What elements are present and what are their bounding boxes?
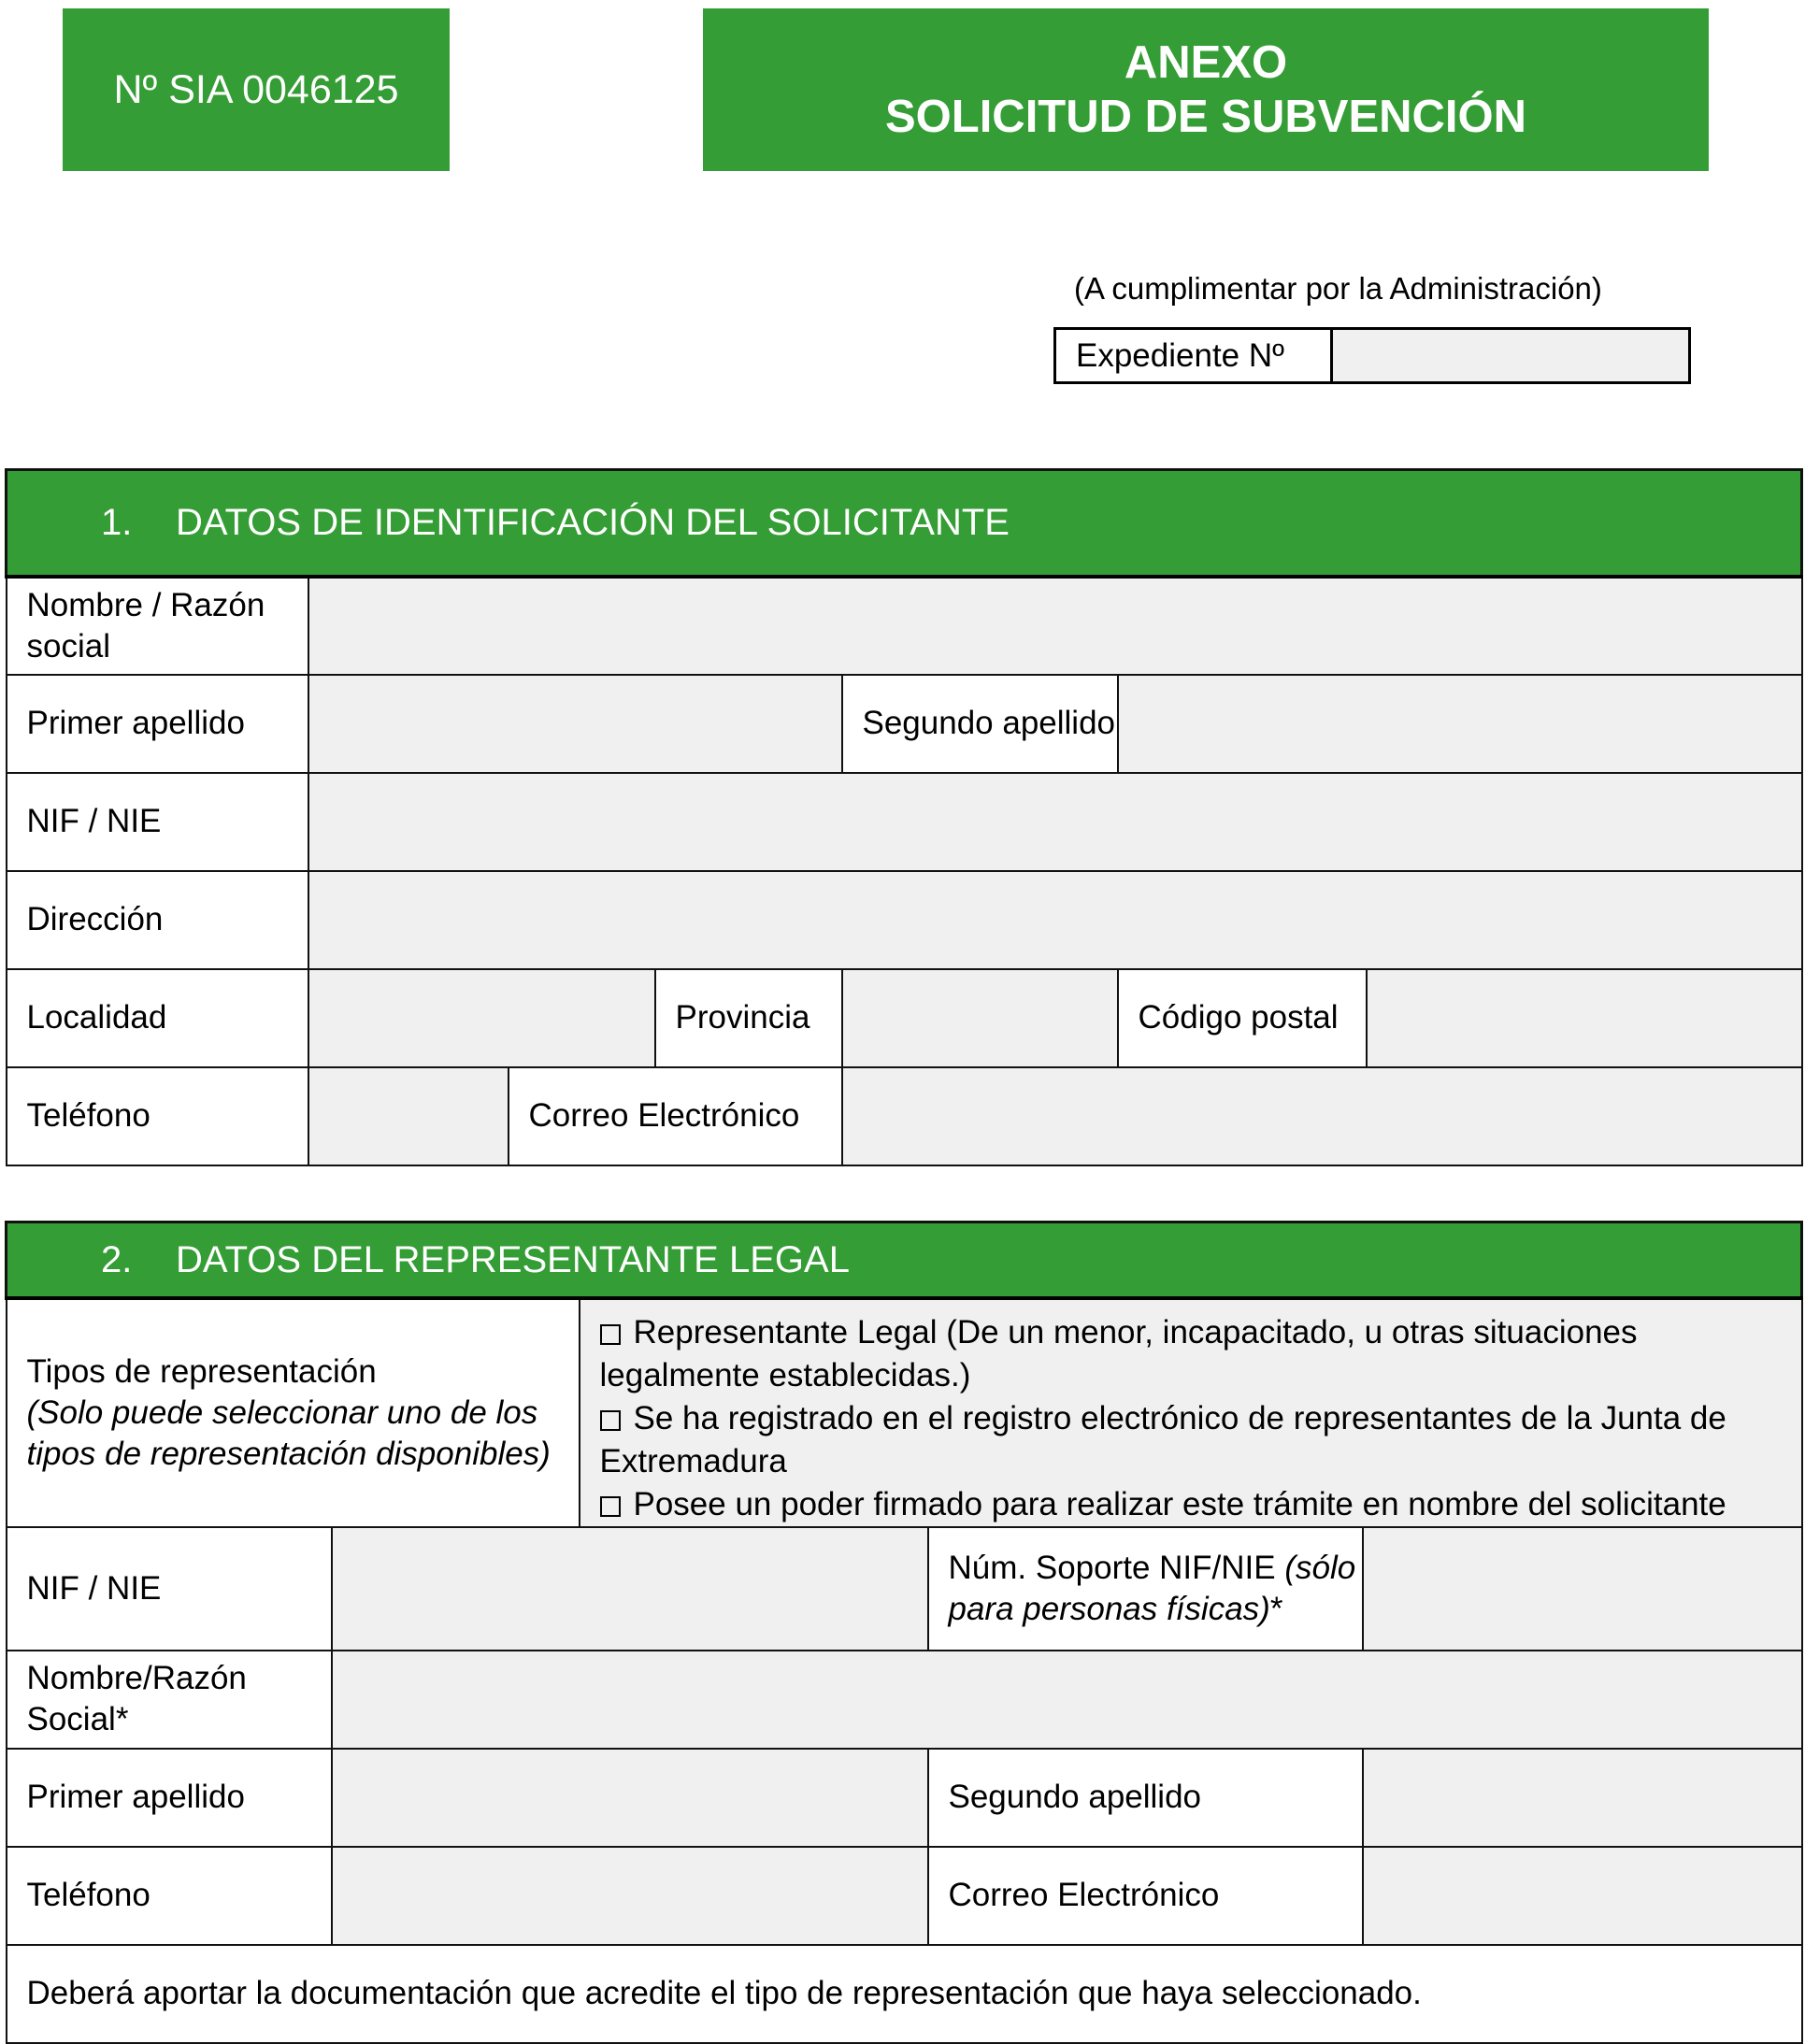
section-2-table — [5, 1221, 1803, 2044]
correo-label: Correo Electrónico — [509, 1067, 842, 1165]
telefono-input[interactable] — [308, 1067, 509, 1165]
rep-segundo-apellido-input[interactable] — [1363, 1749, 1802, 1847]
localidad-label: Localidad — [7, 969, 308, 1067]
sia-number-box — [63, 8, 450, 171]
segundo-apellido-input[interactable] — [1118, 675, 1802, 773]
representation-options — [580, 1298, 1802, 1527]
direccion-label: Dirección — [7, 871, 308, 969]
rep-segundo-apellido-label: Segundo apellido — [928, 1749, 1363, 1847]
sia-number: Nº SIA 0046125 — [113, 66, 399, 112]
tipos-representacion-label: Tipos de representación — [26, 1352, 377, 1390]
rep-correo-label: Correo Electrónico — [928, 1847, 1363, 1945]
primer-apellido-input[interactable] — [308, 675, 842, 773]
rep-nif-label: NIF / NIE — [7, 1527, 332, 1651]
option-label: Posee un poder firmado para realizar este trámite en nombre del solicitante — [633, 1485, 1726, 1522]
checkbox-icon[interactable] — [600, 1324, 621, 1345]
section-2-title: DATOS DEL REPRESENTANTE LEGAL — [176, 1238, 850, 1280]
title-line-1: ANEXO — [1124, 37, 1288, 88]
nif-input[interactable] — [308, 773, 1802, 871]
option-representante-legal[interactable] — [600, 1311, 1784, 1397]
rep-telefono-input[interactable] — [332, 1847, 928, 1945]
codigo-postal-label: Código postal — [1118, 969, 1367, 1067]
soporte-note: (sólo para personas físicas) — [948, 1549, 1356, 1627]
direccion-input[interactable] — [308, 871, 1802, 969]
provincia-label: Provincia — [655, 969, 842, 1067]
option-registro-electronico[interactable] — [600, 1397, 1784, 1483]
soporte-input[interactable] — [1363, 1527, 1802, 1651]
section-1-title: DATOS DE IDENTIFICACIÓN DEL SOLICITANTE — [176, 502, 1010, 544]
nombre-input[interactable] — [308, 577, 1802, 675]
rep-correo-input[interactable] — [1363, 1847, 1802, 1945]
expediente-box — [1053, 327, 1691, 384]
nif-label: NIF / NIE — [7, 773, 308, 871]
title-line-2: SOLICITUD DE SUBVENCIÓN — [884, 92, 1527, 142]
tipos-representacion-cell — [7, 1298, 580, 1527]
section-2-number: 2. — [101, 1238, 133, 1280]
section-1-table — [5, 468, 1803, 1166]
rep-primer-apellido-input[interactable] — [332, 1749, 928, 1847]
rep-nif-input[interactable] — [332, 1527, 928, 1651]
segundo-apellido-label: Segundo apellido — [842, 675, 1118, 773]
primer-apellido-label: Primer apellido — [7, 675, 308, 773]
checkbox-icon[interactable] — [600, 1496, 621, 1517]
tipos-representacion-note: (Solo puede seleccionar uno de los tipos de representación disponibles) — [26, 1394, 551, 1472]
section-1-header — [7, 470, 1802, 577]
soporte-label: Núm. Soporte NIF/NIE — [948, 1549, 1276, 1586]
section-2-header — [7, 1222, 1802, 1298]
rep-telefono-label: Teléfono — [7, 1847, 332, 1945]
soporte-star: * — [1269, 1590, 1283, 1627]
rep-primer-apellido-label: Primer apellido — [7, 1749, 332, 1847]
nombre-label: Nombre / Razón social — [7, 577, 308, 675]
expediente-label: Expediente Nº — [1056, 330, 1333, 381]
rep-nombre-input[interactable] — [332, 1651, 1802, 1749]
option-poder-firmado[interactable] — [600, 1483, 1784, 1526]
option-label: Representante Legal (De un menor, incapacitado, u otras situaciones legalmente establecidas.) — [599, 1313, 1638, 1394]
option-label: Se ha registrado en el registro electrónico de representantes de la Junta de Extremadura — [599, 1399, 1726, 1479]
documentation-note: Deberá aportar la documentación que acredite el tipo de representación que haya seleccionado. — [7, 1945, 1802, 2043]
soporte-label-cell — [928, 1527, 1363, 1651]
rep-nombre-label: Nombre/Razón Social* — [7, 1651, 332, 1749]
checkbox-icon[interactable] — [600, 1410, 621, 1431]
document-title-box — [703, 8, 1709, 171]
codigo-postal-input[interactable] — [1367, 969, 1802, 1067]
correo-input[interactable] — [842, 1067, 1802, 1165]
provincia-input[interactable] — [842, 969, 1118, 1067]
telefono-label: Teléfono — [7, 1067, 308, 1165]
expediente-input[interactable] — [1333, 330, 1688, 381]
localidad-input[interactable] — [308, 969, 655, 1067]
admin-note: (A cumplimentar por la Administración) — [1074, 271, 1602, 306]
section-1-number: 1. — [101, 502, 133, 544]
